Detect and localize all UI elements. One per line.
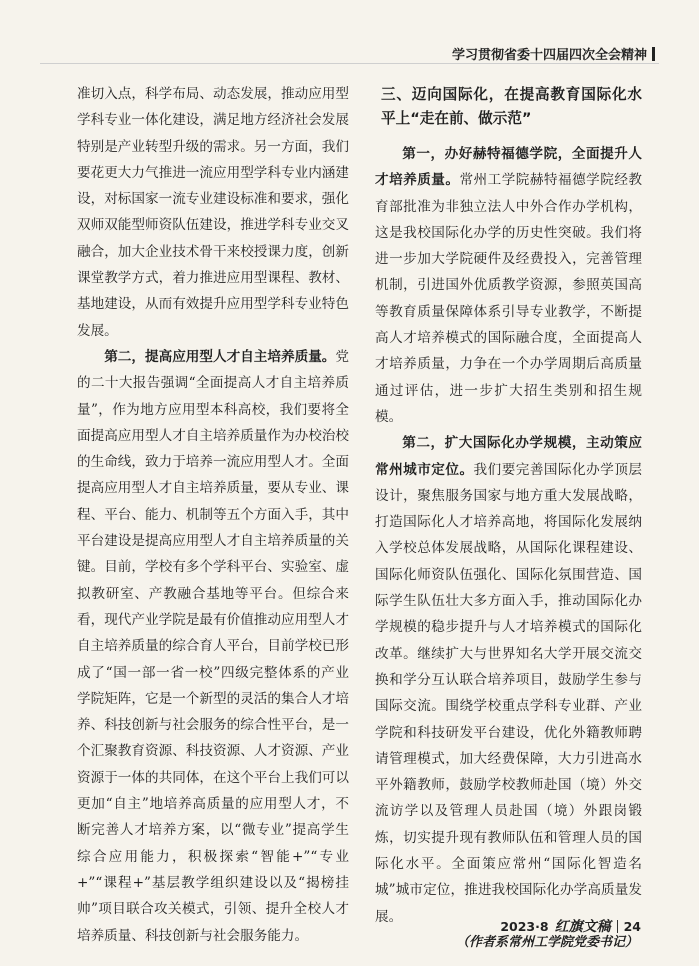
paragraph	[375, 141, 642, 430]
left-column	[77, 81, 349, 949]
header-bar	[652, 47, 655, 61]
section-heading: 三、迈向国际化，在提高教育国际化水平上“走在前、做示范”	[381, 86, 642, 127]
paragraph	[375, 430, 642, 930]
right-column	[375, 81, 642, 956]
paragraph-lead: 第二，扩大国际化办学规模，主动策应常州城市定位。	[375, 435, 642, 478]
page-footer	[500, 916, 641, 936]
page-header	[452, 44, 655, 63]
paragraph	[77, 344, 349, 949]
paragraph-body: 常州工学院赫特福德学院经教育部批准为非独立法人中外合作办学机构，这是我校国际化办学的历史性突破。我们将进一步加大学院硬件及经费投入，完善管理机制，引进国外优质教学资源，参照英国高等教育质量保障体系引导专业教学，不断提高人才培养模式的国际融合度，全面提高人才培养质量，力争在一个办学周期后高质量通过评估，进一步扩大招生类别和招生规模。	[375, 172, 642, 425]
issue-number: 2023·8	[500, 918, 549, 934]
magazine-logo: 红旗文稿	[554, 919, 611, 935]
author-note: （作者系常州工学院党委书记）	[455, 934, 638, 950]
header-rule	[40, 63, 659, 64]
paragraph-lead: 第一，办好赫特福德学院，全面提升人才培养质量。	[375, 146, 642, 189]
footer-divider	[617, 920, 618, 933]
page-number: 24	[623, 918, 641, 934]
paragraph-body: 党的二十大报告强调“全面提高人才自主培养质量”，作为地方应用型本科高校，我们要将全面提高应用型人才自主培养质量作为办校治校的生命线，致力于培养一流应用型人才。全面提高应用型人才自主培养质量，要从专业、课程、平台、能力、机制等五个方面入手，其中平台建设是提高应用型人才自主培养质量的关键。目前，学校有多个学科平台、实验室、虚拟教研室、产教融合基地等平台。但综合来看，现代产业学院是最有价值推动应用型人才自主培养质量的综合育人平台，目前学校已形成了“国一部一省一校”四级完整体系的产业学院矩阵，它是一个新型的灵活的集合人才培养、科技创新与社会服务的综合性平台，是一个汇聚教育资源、科技资源、人才资源、产业资源于一体的共同体，在这个平台上我们可以更加“自主”地培养高质量的应用型人才，不断完善人才培养方案，以“微专业”提高学生综合应用能力，积极探索“智能+”“专业+”“课程+”基层教学组织建设以及“揭榜挂帅”项目联合攻关模式，引领、提升全校人才培养质量、科技创新与社会服务能力。	[77, 348, 349, 944]
paragraph: 准切入点，科学布局、动态发展，推动应用型学科专业一体化建设，满足地方经济社会发展特别是产业转型升级的需求。另一方面，我们要花更大力气推进一流应用型学科专业内涵建设，对标国家一流专业建设标准和要求，强化双师双能型师资队伍建设，推进学科专业交叉融合，加大企业技术骨干来校授课力度，创新课堂教学方式，着力推进应用型课程、教材、基地建设，从而有效提升应用型学科专业特色发展。	[77, 86, 349, 339]
section-title: 学习贯彻省委十四届四次全会精神	[451, 48, 647, 63]
paragraph-body: 我们要完善国际化办学顶层设计，聚焦服务国家与地方重大发展战略，打造国际化人才培养高地，将国际化发展纳入学校总体发展战略，从国际化课程建设、国际化师资队伍强化、国际化氛围营造、国际学生队伍壮大多方面入手，推动国际化办学规模的稳步提升与人才培养模式的国际化改革。继续扩大与世界知名大学开展交流交换和学分互认联合培养项目，鼓励学生参与国际交流。围绕学校重点学科专业群、产业学院和科技研发平台建设，优化外籍教师聘请管理模式，加大经费保障，大力引进高水平外籍教师，鼓励学校教师赴国（境）外交流访学以及管理人员赴国（境）外跟岗锻炼，切实提升现有教师队伍和管理人员的国际化水平。全面策应常州“国际化智造名城”城市定位，推进我校国际化办学高质量发展。	[375, 461, 642, 925]
paragraph-lead: 第二，提高应用型人才自主培养质量。	[104, 348, 336, 365]
